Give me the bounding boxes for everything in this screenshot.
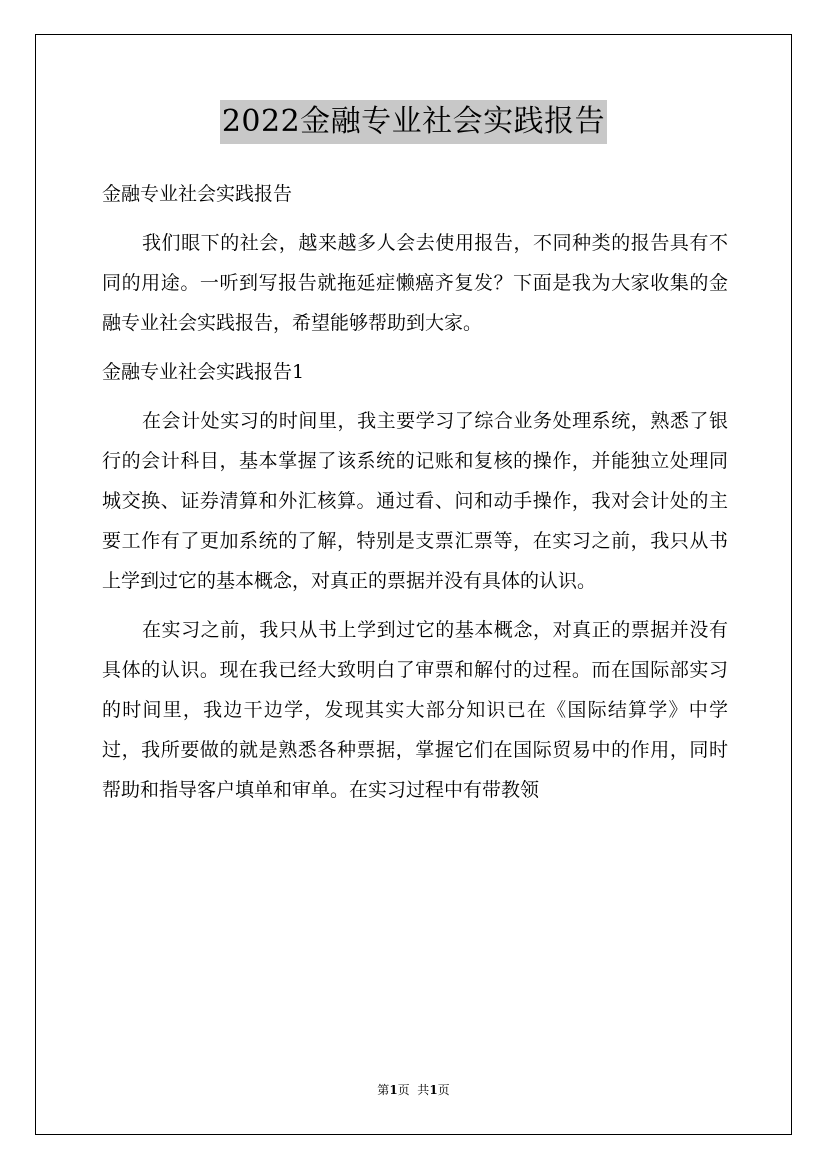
body-paragraph-1: 在会计处实习的时间里，我主要学习了综合业务处理系统，熟悉了银行的会计科目，基本掌握了该系统的记账和复核的操作，并能独立处理同城交换、证券清算和外汇核算。通过看、问和动手操作，我对会计处的主要工作有了更加系统的了解，特别是支票汇票等，在实习之前，我只从书上学到过它的基本概念，对真正的票据并没有具体的认识。 (102, 410, 728, 592)
page-current: 1 (389, 1083, 398, 1097)
page-total: 1 (429, 1083, 438, 1097)
title-container (0, 100, 827, 144)
intro-paragraph: 我们眼下的社会，越来越多人会去使用报告，不同种类的报告具有不同的用途。一听到写报告就拖延症懒癌齐复发？下面是我为大家收集的金融专业社会实践报告，希望能够帮助到大家。 (102, 232, 728, 334)
document-title: 2022金融专业社会实践报告 (220, 100, 607, 144)
page-label-suffix: 页 (437, 1083, 450, 1097)
page-footer (0, 1081, 827, 1099)
document-body (102, 174, 728, 810)
document-heading: 金融专业社会实践报告 (102, 183, 293, 205)
section-heading: 金融专业社会实践报告1 (102, 361, 305, 383)
page-label-prefix: 第 (377, 1083, 390, 1097)
body-paragraph-2: 在实习之前，我只从书上学到过它的基本概念，对真正的票据并没有具体的认识。现在我已经大致明白了审票和解付的过程。而在国际部实习的时间里，我边干边学，发现其实大部分知识已在《国际结算学》中学过，我所要做的就是熟悉各种票据，掌握它们在国际贸易中的作用，同时帮助和指导客户填单和审单。在实习过程中有带教领 (102, 619, 728, 801)
page-label-mid: 页 共 (397, 1083, 430, 1097)
